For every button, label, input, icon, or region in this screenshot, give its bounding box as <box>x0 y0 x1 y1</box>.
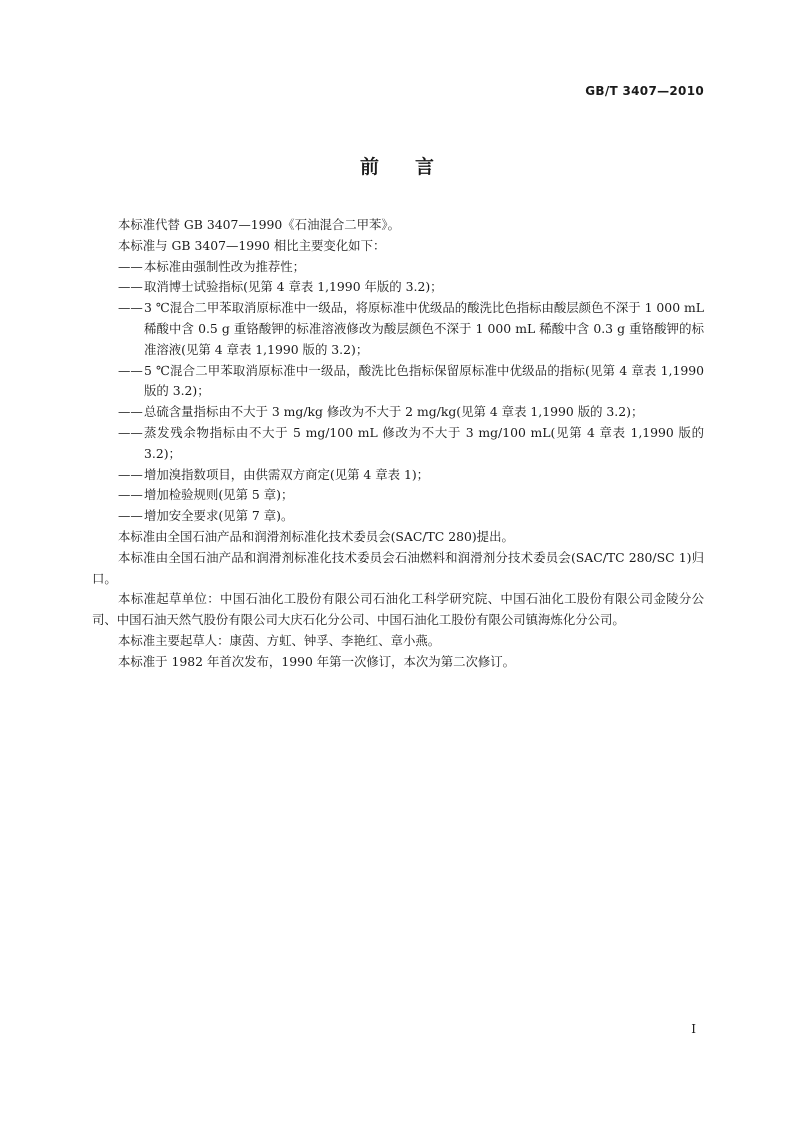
page-title <box>0 152 794 179</box>
list-item-text: 增加溴指数项目，由供需双方商定(见第 4 章表 1)； <box>144 466 430 482</box>
list-item-text: 蒸发残余物指标由不大于 5 mg/100 mL 修改为不大于 3 mg/100 mL(见第 4 章表 1,1990 版的 3.2)； <box>144 424 704 461</box>
list-item <box>118 402 704 423</box>
list-item <box>118 506 704 527</box>
list-item-text: 总硫含量指标由不大于 3 mg/kg 修改为不大于 2 mg/kg(见第 4 章表 1,1990 版的 3.2)； <box>144 404 644 420</box>
dash-marker: —— <box>118 258 143 274</box>
standard-code: GB/T 3407—2010 <box>585 84 704 98</box>
list-item <box>118 465 704 486</box>
list-item-text: 增加检验规则(见第 5 章)； <box>144 487 294 503</box>
dash-marker: —— <box>118 362 143 378</box>
page-number: I <box>691 1022 696 1036</box>
dash-marker: —— <box>118 508 143 524</box>
list-item <box>118 485 704 506</box>
list-item-text: 取消博士试验指标(见第 4 章表 1,1990 年版的 3.2)； <box>144 279 443 295</box>
list-item <box>118 277 704 298</box>
drafters-paragraph: 本标准主要起草人：康茵、方虹、钟孚、李艳红、章小燕。 <box>118 632 441 648</box>
dash-marker: —— <box>118 466 143 482</box>
intro-changes: 本标准与 GB 3407—1990 相比主要变化如下： <box>118 237 386 253</box>
dash-marker: —— <box>118 300 143 316</box>
dash-marker: —— <box>118 404 143 420</box>
dash-marker: —— <box>118 279 143 295</box>
list-item-text: 3 ℃混合二甲苯取消原标准中一级品，将原标准中优级品的酸洗比色指标由酸层颜色不深于 1 000 mL 稀酸中含 0.5 g 重铬酸钾的标准溶液修改为酸层颜色不深于 1 000 mL 稀酸中含 0.3 g 重铬酸钾的标准溶液(见第 4 章表 1,1990 版的 3.2)； <box>144 300 704 357</box>
list-item-text: 本标准由强制性改为推荐性； <box>144 258 306 274</box>
intro-replaces: 本标准代替 GB 3407—1990《石油混合二甲苯》。 <box>118 217 400 232</box>
list-item <box>118 257 704 278</box>
dash-marker: —— <box>118 487 143 503</box>
list-item <box>118 361 704 403</box>
list-item-text: 5 ℃混合二甲苯取消原标准中一级品，酸洗比色指标保留原标准中优级品的指标(见第 4 章表 1,1990 版的 3.2)； <box>144 362 704 399</box>
list-item <box>118 423 704 465</box>
title-char-1: 前 <box>359 156 379 178</box>
list-item-text: 增加安全要求(见第 7 章)。 <box>144 508 294 524</box>
title-char-2: 言 <box>415 156 435 178</box>
document-body <box>92 215 704 673</box>
proposer-paragraph: 本标准由全国石油产品和润滑剂标准化技术委员会(SAC/TC 280)提出。 <box>118 528 514 544</box>
drafting-units-paragraph: 本标准起草单位：中国石油化工股份有限公司石油化工科学研究院、中国石油化工股份有限公司金陵分公司、中国石油天然气股份有限公司大庆石化分公司、中国石油化工股份有限公司镇海炼化分公司。 <box>92 591 704 628</box>
custodian-paragraph: 本标准由全国石油产品和润滑剂标准化技术委员会石油燃料和润滑剂分技术委员会(SAC/TC 280/SC 1)归口。 <box>92 549 704 586</box>
history-paragraph: 本标准于 1982 年首次发布，1990 年第一次修订，本次为第二次修订。 <box>118 653 516 669</box>
dash-marker: —— <box>118 424 143 440</box>
list-item <box>118 298 704 360</box>
